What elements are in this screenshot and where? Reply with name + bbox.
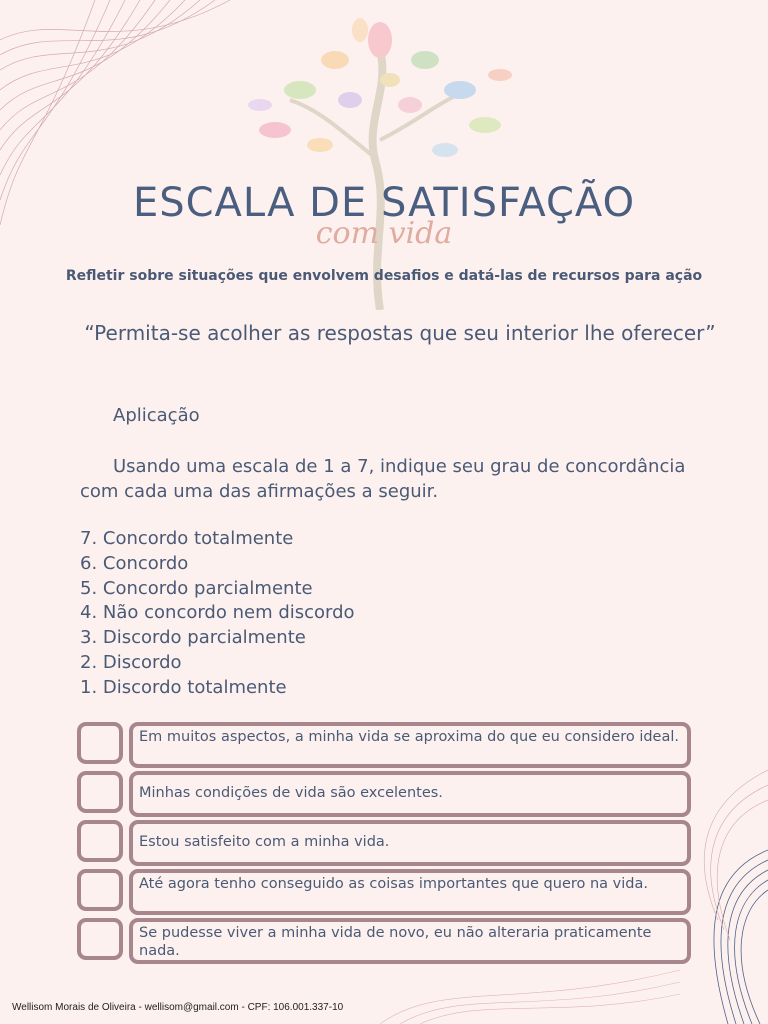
instruction-text: Usando uma escala de 1 a 7, indique seu grau de concordância com cada uma das afirmações a seguir.: [80, 456, 686, 502]
scale-item: 5. Concordo parcialmente: [80, 577, 313, 599]
score-input-box[interactable]: [77, 771, 123, 813]
score-input-box[interactable]: [77, 820, 123, 862]
tree-watercolor-illustration: [230, 10, 530, 310]
statement-row: [77, 771, 691, 815]
scale-item: 7. Concordo totalmente: [80, 528, 294, 549]
statement-text: Em muitos aspectos, a minha vida se aproxima do que eu considero ideal.: [129, 722, 691, 768]
title-script: com vida: [315, 216, 453, 251]
scale-item: 6. Concordo: [80, 552, 189, 574]
statement-row: [77, 918, 691, 962]
statement-text: Se pudesse viver a minha vida de novo, eu não alteraria praticamente nada.: [129, 918, 691, 964]
scale-item: 4. Não concordo nem discordo: [80, 602, 355, 624]
wave-lines-decoration-bottom: [380, 960, 680, 1024]
statement-row: [77, 722, 691, 766]
score-input-box[interactable]: [77, 722, 123, 764]
tagline: Refletir sobre situações que envolvem desafios e datá-las de recursos para ação: [65, 268, 703, 284]
footer-credit: Wellisom Morais de Oliveira - wellisom@gmail.com - CPF: 106.001.337-10: [12, 1002, 344, 1013]
scale-item: 2. Discordo: [80, 651, 182, 673]
score-input-box[interactable]: [77, 869, 123, 911]
scale-item: 3. Discordo parcialmente: [80, 627, 306, 649]
statement-list: [77, 722, 691, 967]
wave-lines-decoration-bottom-right: [678, 760, 768, 1024]
scale-item: 1. Discordo totalmente: [80, 676, 287, 698]
score-input-box[interactable]: [77, 918, 123, 960]
scale-list: [80, 527, 355, 701]
statement-text: Estou satisfeito com a minha vida.: [129, 820, 691, 866]
quote: “Permita-se acolher as respostas que seu interior lhe oferecer”: [84, 321, 716, 345]
application-heading: Aplicação: [113, 405, 200, 426]
document-title: ESCALA DE SATISFAÇÃO: [132, 180, 636, 226]
statement-row: [77, 820, 691, 864]
statement-text: Minhas condições de vida são excelentes.: [129, 771, 691, 817]
statement-row: [77, 869, 691, 913]
statement-text: Até agora tenho conseguido as coisas importantes que quero na vida.: [129, 869, 691, 915]
